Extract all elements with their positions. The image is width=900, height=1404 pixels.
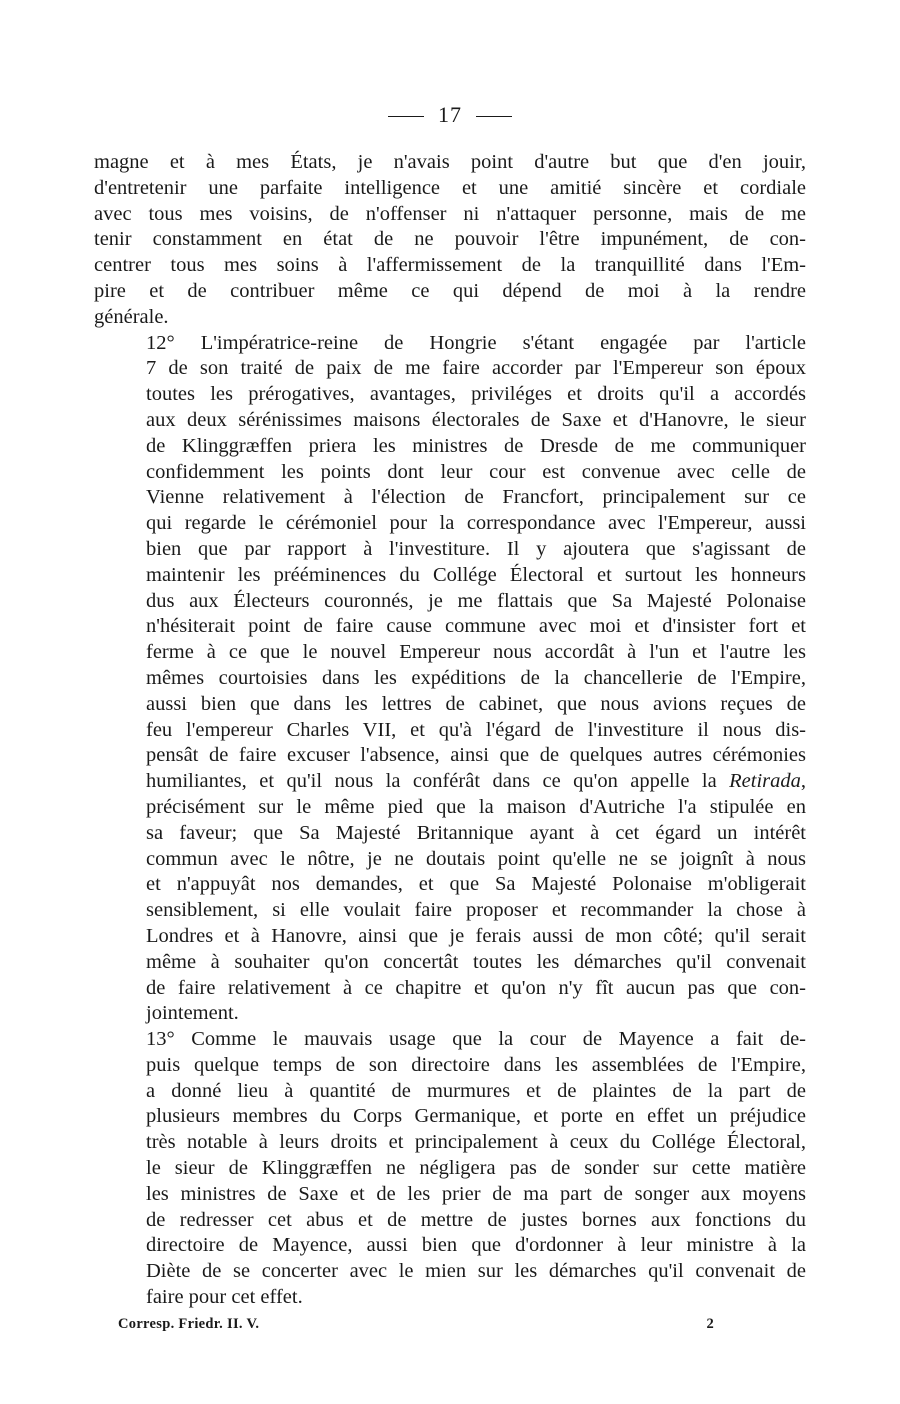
text-line: humiliantes, et qu'il nous la conférât dans ce qu'on appelle la Retirada, bbox=[146, 770, 806, 793]
text-line: d'entretenir une parfaite intelligence et une amitié sincère et cordiale bbox=[94, 176, 806, 199]
text-line: Londres et à Hanovre, ainsi que je ferais aussi de mon côté; qu'il serait bbox=[146, 924, 806, 947]
text-line: 7 de son traité de paix de me faire accorder par l'Empereur son époux bbox=[146, 357, 806, 380]
text-line: 13° Comme le mauvais usage que la cour de Mayence a fait de- bbox=[146, 1028, 806, 1051]
text-line: ferme à ce que le nouvel Empereur nous accordât à l'un et l'autre les bbox=[146, 641, 806, 664]
paragraph bbox=[94, 150, 806, 331]
text-line: sensiblement, si elle voulait faire proposer et recommander la chose à bbox=[146, 899, 806, 922]
text-line: aux deux sérénissimes maisons électorales de Saxe et d'Hanovre, le sieur bbox=[146, 408, 806, 431]
text-line: centrer tous mes soins à l'affermissement de la tranquillité dans l'Em- bbox=[94, 254, 806, 277]
text-line: toutes les prérogatives, avantages, priviléges et droits qu'il a accordés bbox=[146, 383, 806, 406]
text-line: Vienne relativement à l'élection de Francfort, principalement sur ce bbox=[146, 486, 806, 509]
text-line: qui regarde le cérémoniel pour la correspondance avec l'Empereur, aussi bbox=[146, 512, 806, 535]
body-text bbox=[94, 150, 806, 1311]
text-line: le sieur de Klinggræffen ne négligera pas de sonder sur cette matière bbox=[146, 1157, 806, 1180]
text-line: feu l'empereur Charles VII, et qu'à l'égard de l'investiture il nous dis- bbox=[146, 718, 806, 741]
header-dash-left bbox=[388, 116, 424, 117]
footer-source: Corresp. Friedr. II. V. bbox=[118, 1316, 260, 1332]
text-line: plusieurs membres du Corps Germanique, et porte en effet un préjudice bbox=[146, 1105, 806, 1128]
text-line: pensât de faire excuser l'absence, ainsi que de quelques autres cérémonies bbox=[146, 744, 806, 767]
text-line: même à souhaiter qu'on concertât toutes les démarches qu'il convenait bbox=[146, 950, 806, 973]
text-line: aussi bien que dans les lettres de cabinet, que nous avions reçues de bbox=[146, 692, 806, 715]
text-line: tenir constamment en état de ne pouvoir l'être impunément, de con- bbox=[94, 228, 806, 251]
page-header bbox=[0, 102, 900, 128]
text-line: générale. bbox=[94, 305, 169, 328]
page-number: 17 bbox=[438, 102, 462, 127]
signature-mark: 2 bbox=[706, 1316, 714, 1332]
italic-term: Retirada bbox=[729, 770, 801, 793]
text-line: commun avec le nôtre, je ne doutais point qu'elle ne se joignît à nous bbox=[146, 847, 806, 870]
paragraph bbox=[94, 1027, 806, 1311]
text-line: mêmes courtoisies dans les expéditions de la chancellerie de l'Empire, bbox=[146, 666, 806, 689]
text-line: les ministres de Saxe et de les prier de ma part de songer aux moyens bbox=[146, 1182, 806, 1205]
text-line: pire et de contribuer même ce qui dépend de moi à la rendre bbox=[94, 279, 806, 302]
text-line: sa faveur; que Sa Majesté Britannique ayant à cet égard un intérêt bbox=[146, 821, 806, 844]
page-footer bbox=[118, 1316, 714, 1333]
text-line: dus aux Électeurs couronnés, je me flattais que Sa Majesté Polonaise bbox=[146, 589, 806, 612]
text-line: magne et à mes États, je n'avais point d'autre but que d'en jouir, bbox=[94, 151, 806, 173]
text-line: avec tous mes voisins, de n'offenser ni n'attaquer personne, mais de me bbox=[94, 202, 806, 225]
text-line: jointement. bbox=[146, 1002, 239, 1025]
text-line: 12° L'impératrice-reine de Hongrie s'étant engagée par l'article bbox=[146, 331, 806, 354]
text-line: faire pour cet effet. bbox=[146, 1286, 303, 1309]
text-line: confidemment les points dont leur cour est convenue avec celle de bbox=[146, 460, 806, 483]
text-line: très notable à leurs droits et principalement à ceux du Collége Électoral, bbox=[146, 1131, 806, 1154]
text-line: directoire de Mayence, aussi bien que d'ordonner à leur ministre à la bbox=[146, 1234, 806, 1257]
text-line: puis quelque temps de son directoire dans les assemblées de l'Empire, bbox=[146, 1053, 806, 1076]
header-dash-right bbox=[476, 116, 512, 117]
text-line: Diète de se concerter avec le mien sur les démarches qu'il convenait de bbox=[146, 1260, 806, 1283]
text-line: a donné lieu à quantité de murmures et de plaintes de la part de bbox=[146, 1079, 806, 1102]
text-line: précisément sur le même pied que la maison d'Autriche l'a stipulée en bbox=[146, 795, 806, 818]
text-line: de Klinggræffen priera les ministres de Dresde de me communiquer bbox=[146, 434, 806, 457]
text-line: maintenir les prééminences du Collége Électoral et surtout les honneurs bbox=[146, 563, 806, 586]
paragraph bbox=[94, 331, 806, 1028]
text-line: de faire relativement à ce chapitre et qu'on n'y fît aucun pas que con- bbox=[146, 976, 806, 999]
text-line: de redresser cet abus et de mettre de justes bornes aux fonctions du bbox=[146, 1208, 806, 1231]
text-line: n'hésiterait point de faire cause commune avec moi et d'insister fort et bbox=[146, 615, 806, 638]
text-line: bien que par rapport à l'investiture. Il y ajoutera que s'agissant de bbox=[146, 537, 806, 560]
text-line: et n'appuyât nos demandes, et que Sa Majesté Polonaise m'obligerait bbox=[146, 873, 806, 896]
